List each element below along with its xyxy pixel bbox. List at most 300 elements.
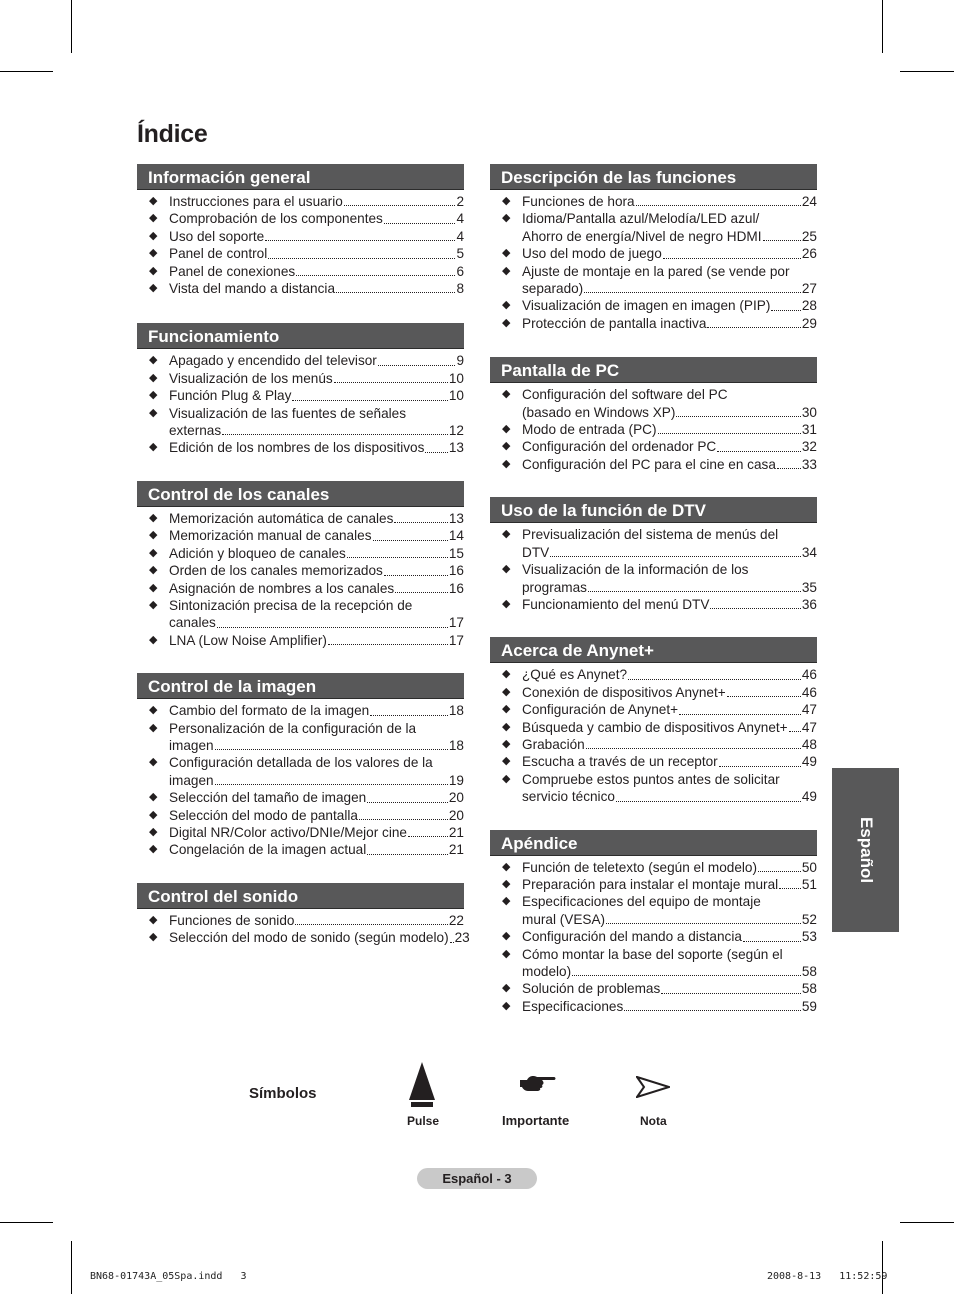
entry-page-number: 4 bbox=[456, 211, 464, 227]
entry-line bbox=[522, 228, 817, 245]
entry-title: Función de teletexto (según el modelo) bbox=[522, 859, 758, 875]
entry-line bbox=[522, 701, 817, 718]
dot-leader bbox=[347, 557, 448, 558]
entry-line bbox=[169, 702, 464, 719]
toc-entry[interactable] bbox=[137, 807, 464, 824]
dot-leader bbox=[616, 801, 801, 802]
dot-leader bbox=[217, 627, 448, 628]
dot-leader bbox=[588, 591, 801, 592]
diamond-bullet-icon: ◆ bbox=[149, 195, 158, 207]
entry-page-number: 21 bbox=[448, 842, 464, 858]
toc-entry[interactable] bbox=[137, 228, 464, 245]
entry-page-number: 33 bbox=[801, 456, 817, 472]
entry-title-first-line: Sintonización precisa de la recepción de bbox=[169, 597, 413, 613]
entry-line bbox=[169, 228, 464, 245]
diamond-bullet-icon: ◆ bbox=[502, 982, 511, 995]
entry-page-number: 23 bbox=[454, 930, 470, 946]
entry-line bbox=[169, 632, 464, 649]
entry-title: DTV bbox=[522, 544, 550, 560]
diamond-bullet-icon: ◆ bbox=[149, 721, 158, 734]
entry-title: Configuración de Anynet+ bbox=[522, 702, 679, 718]
entry-page-number: 59 bbox=[801, 998, 817, 1014]
entry-title: Asignación de nombres a los canales bbox=[169, 580, 395, 596]
toc-entry[interactable] bbox=[137, 439, 464, 456]
diamond-bullet-icon: ◆ bbox=[502, 755, 511, 768]
entry-page-number: 2 bbox=[456, 194, 464, 209]
entry-page-number: 53 bbox=[801, 929, 817, 945]
toc-entry[interactable] bbox=[490, 876, 817, 893]
toc-entry[interactable] bbox=[490, 928, 817, 945]
dot-leader bbox=[789, 731, 801, 732]
entry-line bbox=[169, 737, 464, 754]
dot-leader bbox=[268, 258, 455, 259]
diamond-bullet-icon: ◆ bbox=[149, 546, 158, 559]
diamond-bullet-icon: ◆ bbox=[149, 264, 158, 277]
diamond-bullet-icon: ◆ bbox=[502, 423, 511, 436]
toc-entry[interactable] bbox=[490, 456, 817, 473]
entry-page-number: 9 bbox=[456, 353, 464, 369]
section-heading: Acerca de Anynet+ bbox=[490, 637, 817, 663]
toc-entry[interactable] bbox=[137, 263, 464, 280]
section-heading: Control de los canales bbox=[137, 481, 464, 507]
diamond-bullet-icon: ◆ bbox=[502, 860, 511, 873]
entry-list bbox=[490, 859, 817, 1016]
diamond-bullet-icon: ◆ bbox=[149, 212, 158, 225]
entry-page-number: 49 bbox=[801, 789, 817, 805]
diamond-bullet-icon: ◆ bbox=[502, 947, 511, 960]
diamond-bullet-icon: ◆ bbox=[502, 316, 511, 329]
toc-right-column bbox=[490, 164, 817, 1015]
diamond-bullet-icon: ◆ bbox=[149, 529, 158, 542]
diamond-bullet-icon: ◆ bbox=[149, 913, 158, 926]
entry-title: Ahorro de energía/Nivel de negro HDMI bbox=[522, 228, 762, 244]
entry-line bbox=[169, 527, 464, 544]
diamond-bullet-icon: ◆ bbox=[149, 354, 158, 367]
entry-title-first-line: Visualización de las fuentes de señales bbox=[169, 405, 407, 421]
pulse-icon bbox=[407, 1060, 437, 1110]
entry-line bbox=[522, 544, 817, 561]
entry-page-number: 18 bbox=[448, 703, 464, 719]
crop-mark bbox=[71, 1241, 72, 1294]
entry-list bbox=[490, 193, 817, 332]
diamond-bullet-icon: ◆ bbox=[149, 564, 158, 577]
dot-leader bbox=[661, 993, 801, 994]
entry-line bbox=[522, 579, 817, 596]
entry-title-first-line: Cómo montar la base del soporte (según el bbox=[522, 946, 783, 962]
entry-line bbox=[169, 562, 464, 579]
diamond-bullet-icon: ◆ bbox=[502, 563, 511, 576]
diamond-bullet-icon: ◆ bbox=[502, 528, 511, 541]
diamond-bullet-icon: ◆ bbox=[149, 633, 158, 646]
entry-title: Memorización manual de canales bbox=[169, 528, 372, 544]
entry-page-number: 19 bbox=[448, 772, 464, 788]
toc-entry[interactable] bbox=[490, 859, 817, 876]
entry-title: Orden de los canales memorizados bbox=[169, 563, 383, 579]
diamond-bullet-icon: ◆ bbox=[502, 895, 511, 908]
entry-page-number: 17 bbox=[448, 615, 464, 631]
diamond-bullet-icon: ◆ bbox=[149, 825, 158, 838]
dot-leader bbox=[395, 592, 448, 593]
toc-section bbox=[490, 637, 817, 805]
toc-entry[interactable] bbox=[490, 263, 817, 298]
entry-page-number: 10 bbox=[448, 370, 464, 386]
entry-page-number: 26 bbox=[801, 246, 817, 262]
toc-entry[interactable] bbox=[137, 527, 464, 544]
entry-line bbox=[169, 824, 464, 841]
dot-leader bbox=[743, 941, 801, 942]
entry-page-number: 24 bbox=[801, 194, 817, 209]
diamond-bullet-icon: ◆ bbox=[149, 756, 158, 769]
entry-title-first-line: Idioma/Pantalla azul/Melodía/LED azul/ bbox=[522, 211, 760, 227]
entry-page-number: 31 bbox=[801, 422, 817, 438]
dot-leader bbox=[367, 802, 448, 803]
toc-entry[interactable] bbox=[490, 315, 817, 332]
diamond-bullet-icon: ◆ bbox=[149, 931, 158, 944]
dot-leader bbox=[296, 275, 455, 276]
toc-section bbox=[490, 357, 817, 473]
toc-entry[interactable] bbox=[490, 210, 817, 245]
toc-entry[interactable] bbox=[490, 297, 817, 314]
entry-line bbox=[169, 263, 464, 280]
entry-line bbox=[169, 193, 464, 210]
entry-title: Panel de conexiones bbox=[169, 263, 296, 279]
section-heading: Control de la imagen bbox=[137, 673, 464, 699]
entry-page-number: 6 bbox=[456, 263, 464, 279]
entry-title-first-line: Especificaciones del equipo de montaje bbox=[522, 894, 761, 910]
toc-entry[interactable] bbox=[490, 386, 817, 421]
entry-title-first-line: Compruebe estos puntos antes de solicitar bbox=[522, 771, 780, 787]
diamond-bullet-icon: ◆ bbox=[149, 791, 158, 804]
toc-entry[interactable] bbox=[137, 754, 464, 789]
toc-entry[interactable] bbox=[137, 405, 464, 440]
important-label: Importante bbox=[502, 1113, 570, 1128]
toc-entry[interactable] bbox=[137, 720, 464, 755]
diamond-bullet-icon: ◆ bbox=[149, 808, 158, 821]
dot-leader bbox=[636, 205, 801, 206]
entry-title: imagen bbox=[169, 737, 214, 753]
entry-title: Búsqueda y cambio de dispositivos Anynet+ bbox=[522, 719, 788, 735]
entry-page-number: 22 bbox=[448, 912, 464, 928]
dot-leader bbox=[663, 258, 801, 259]
section-heading: Funcionamiento bbox=[137, 323, 464, 349]
dot-leader bbox=[584, 292, 801, 293]
crop-mark bbox=[0, 1222, 53, 1223]
entry-line bbox=[169, 510, 464, 527]
section-heading: Información general bbox=[137, 164, 464, 190]
dot-leader bbox=[295, 924, 447, 925]
page-title: Índice bbox=[137, 120, 208, 148]
toc-entry[interactable] bbox=[490, 753, 817, 770]
entry-page-number: 46 bbox=[801, 684, 817, 700]
diamond-bullet-icon: ◆ bbox=[502, 212, 511, 225]
language-side-tab bbox=[832, 768, 899, 932]
entry-list bbox=[137, 702, 464, 859]
entry-page-number: 48 bbox=[801, 736, 817, 752]
entry-line bbox=[522, 315, 817, 332]
entry-line bbox=[169, 841, 464, 858]
diamond-bullet-icon: ◆ bbox=[149, 843, 158, 856]
entry-line bbox=[169, 245, 464, 262]
entry-page-number: 35 bbox=[801, 579, 817, 595]
dot-leader bbox=[628, 679, 801, 680]
entry-page-number: 13 bbox=[448, 510, 464, 526]
dot-leader bbox=[215, 749, 448, 750]
entry-title: servicio técnico bbox=[522, 789, 615, 805]
entry-line bbox=[169, 280, 464, 297]
entry-line bbox=[522, 596, 817, 613]
dot-leader bbox=[265, 240, 455, 241]
toc-entry[interactable] bbox=[490, 736, 817, 753]
dot-leader bbox=[215, 784, 448, 785]
toc-entry[interactable] bbox=[490, 998, 817, 1015]
dot-leader bbox=[359, 819, 448, 820]
toc-entry[interactable] bbox=[490, 893, 817, 928]
entry-line bbox=[169, 580, 464, 597]
toc-entry[interactable] bbox=[490, 561, 817, 596]
dot-leader bbox=[370, 715, 448, 716]
toc-entry[interactable] bbox=[137, 280, 464, 297]
dot-leader bbox=[344, 205, 456, 206]
entry-title: Memorización automática de canales bbox=[169, 510, 394, 526]
dot-leader bbox=[367, 854, 448, 855]
toc-entry[interactable] bbox=[137, 929, 470, 946]
toc-entry[interactable] bbox=[490, 245, 817, 262]
dot-leader bbox=[777, 468, 801, 469]
toc-entry[interactable] bbox=[490, 701, 817, 718]
entry-title: Grabación bbox=[522, 736, 585, 752]
entry-page-number: 21 bbox=[448, 824, 464, 840]
entry-title: Congelación de la imagen actual bbox=[169, 842, 367, 858]
entry-title: Selección del modo de pantalla bbox=[169, 807, 358, 823]
diamond-bullet-icon: ◆ bbox=[502, 737, 511, 750]
entry-line bbox=[169, 439, 464, 456]
section-heading: Descripción de las funciones bbox=[490, 164, 817, 190]
entry-title: Visualización de los menús bbox=[169, 370, 333, 386]
entry-line bbox=[169, 614, 464, 631]
diamond-bullet-icon: ◆ bbox=[502, 703, 511, 716]
dot-leader bbox=[707, 327, 800, 328]
crop-mark bbox=[900, 71, 954, 72]
entry-list bbox=[137, 912, 470, 947]
entry-title: mural (VESA) bbox=[522, 911, 606, 927]
entry-title: canales bbox=[169, 615, 216, 631]
note-label: Nota bbox=[640, 1114, 667, 1128]
entry-page-number: 34 bbox=[801, 544, 817, 560]
entry-line bbox=[169, 789, 464, 806]
toc-entry[interactable] bbox=[490, 526, 817, 561]
entry-title: externas bbox=[169, 423, 222, 439]
toc-entry[interactable] bbox=[137, 352, 464, 369]
entry-line bbox=[522, 788, 817, 805]
toc-entry[interactable] bbox=[137, 562, 464, 579]
crop-mark bbox=[71, 0, 72, 53]
dot-leader bbox=[336, 292, 455, 293]
toc-entry[interactable] bbox=[137, 824, 464, 841]
diamond-bullet-icon: ◆ bbox=[502, 877, 511, 890]
toc-entry[interactable] bbox=[490, 193, 817, 210]
entry-list bbox=[490, 666, 817, 805]
toc-entry[interactable] bbox=[137, 841, 464, 858]
toc-entry[interactable] bbox=[490, 438, 817, 455]
entry-list bbox=[137, 510, 464, 649]
dot-leader bbox=[408, 836, 448, 837]
entry-page-number: 4 bbox=[456, 228, 464, 244]
entry-line bbox=[522, 928, 817, 945]
entry-line bbox=[522, 404, 817, 421]
toc-entry[interactable] bbox=[137, 193, 464, 210]
toc-entry[interactable] bbox=[490, 421, 817, 438]
entry-title: programas bbox=[522, 579, 587, 595]
diamond-bullet-icon: ◆ bbox=[149, 704, 158, 717]
diamond-bullet-icon: ◆ bbox=[502, 685, 511, 698]
entry-page-number: 46 bbox=[801, 667, 817, 683]
toc-entry[interactable] bbox=[137, 912, 464, 929]
entry-page-number: 16 bbox=[448, 563, 464, 579]
toc-entry[interactable] bbox=[137, 387, 464, 404]
entry-page-number: 13 bbox=[448, 440, 464, 456]
diamond-bullet-icon: ◆ bbox=[502, 299, 511, 312]
entry-line bbox=[169, 912, 464, 929]
entry-page-number: 10 bbox=[448, 388, 464, 404]
entry-title-first-line: Configuración detallada de los valores de la bbox=[169, 755, 433, 771]
entry-line bbox=[169, 210, 464, 227]
dot-leader bbox=[606, 923, 801, 924]
dot-leader bbox=[373, 540, 448, 541]
diamond-bullet-icon: ◆ bbox=[149, 598, 158, 611]
toc-entry[interactable] bbox=[490, 771, 817, 806]
toc-section bbox=[490, 164, 817, 332]
diamond-bullet-icon: ◆ bbox=[502, 930, 511, 943]
toc-entry[interactable] bbox=[137, 702, 464, 719]
pulse-label: Pulse bbox=[407, 1114, 440, 1128]
diamond-bullet-icon: ◆ bbox=[502, 597, 511, 610]
entry-line bbox=[522, 859, 817, 876]
entry-title: Adición y bloqueo de canales bbox=[169, 545, 346, 561]
entry-title: Uso del modo de juego bbox=[522, 246, 662, 262]
entry-line bbox=[522, 456, 817, 473]
diamond-bullet-icon: ◆ bbox=[502, 264, 511, 277]
entry-line bbox=[169, 422, 464, 439]
entry-line bbox=[522, 998, 817, 1015]
toc-entry[interactable] bbox=[490, 946, 817, 981]
entry-page-number: 27 bbox=[801, 281, 817, 297]
entry-title: Escucha a través de un receptor bbox=[522, 754, 718, 770]
dot-leader bbox=[771, 310, 801, 311]
diamond-bullet-icon: ◆ bbox=[502, 772, 511, 785]
dot-leader bbox=[394, 522, 447, 523]
dot-leader bbox=[222, 434, 448, 435]
toc-entry[interactable] bbox=[490, 596, 817, 613]
toc-entry[interactable] bbox=[137, 632, 464, 649]
entry-title: Cambio del formato de la imagen bbox=[169, 703, 370, 719]
diamond-bullet-icon: ◆ bbox=[502, 999, 511, 1012]
dot-leader bbox=[758, 871, 801, 872]
dot-leader bbox=[727, 696, 801, 697]
dot-leader bbox=[328, 644, 448, 645]
dot-leader bbox=[779, 888, 801, 889]
diamond-bullet-icon: ◆ bbox=[149, 406, 158, 419]
diamond-bullet-icon: ◆ bbox=[149, 581, 158, 594]
entry-title: Funciones de sonido bbox=[169, 912, 295, 928]
entry-line bbox=[522, 963, 817, 980]
diamond-bullet-icon: ◆ bbox=[502, 195, 511, 207]
entry-page-number: 12 bbox=[448, 423, 464, 439]
diamond-bullet-icon: ◆ bbox=[502, 668, 511, 681]
entry-page-number: 30 bbox=[801, 404, 817, 420]
section-heading: Control del sonido bbox=[137, 883, 464, 909]
entry-line bbox=[522, 684, 817, 701]
entry-title: Función Plug & Play bbox=[169, 388, 292, 404]
dot-leader bbox=[717, 451, 801, 452]
entry-title: imagen bbox=[169, 772, 214, 788]
page-number-badge: Español - 3 bbox=[417, 1168, 537, 1189]
entry-list bbox=[490, 386, 817, 473]
entry-title: Solución de problemas bbox=[522, 981, 661, 997]
toc-section bbox=[137, 673, 464, 859]
toc-entry[interactable] bbox=[490, 980, 817, 997]
toc-entry[interactable] bbox=[490, 719, 817, 736]
section-heading: Pantalla de PC bbox=[490, 357, 817, 383]
toc-entry[interactable] bbox=[490, 684, 817, 701]
entry-line bbox=[522, 876, 817, 893]
entry-line bbox=[522, 719, 817, 736]
entry-line bbox=[522, 980, 817, 997]
entry-title: Modo de entrada (PC) bbox=[522, 422, 657, 438]
entry-title: Configuración del PC para el cine en casa bbox=[522, 456, 776, 472]
diamond-bullet-icon: ◆ bbox=[502, 247, 511, 260]
entry-title: Conexión de dispositivos Anynet+ bbox=[522, 684, 726, 700]
toc-entry[interactable] bbox=[137, 597, 464, 632]
entry-line bbox=[522, 297, 817, 314]
toc-entry[interactable] bbox=[137, 510, 464, 527]
toc-entry[interactable] bbox=[137, 370, 464, 387]
entry-title: Visualización de imagen en imagen (PIP) bbox=[522, 298, 771, 314]
entry-title-first-line: Ajuste de montaje en la pared (se vende por bbox=[522, 263, 790, 279]
toc-entry[interactable] bbox=[490, 666, 817, 683]
entry-title: Preparación para instalar el montaje mural bbox=[522, 876, 779, 892]
section-heading: Apéndice bbox=[490, 830, 817, 856]
entry-page-number: 17 bbox=[448, 632, 464, 648]
pointing-hand-icon bbox=[518, 1074, 556, 1096]
dot-leader bbox=[384, 575, 448, 576]
entry-page-number: 18 bbox=[448, 737, 464, 753]
entry-line bbox=[522, 193, 817, 210]
print-slug-file: BN68-01743A_05Spa.indd 3 bbox=[90, 1271, 247, 1282]
toc-entry[interactable] bbox=[137, 210, 464, 227]
entry-title-first-line: Personalización de la configuración de la bbox=[169, 720, 417, 736]
dot-leader bbox=[586, 748, 801, 749]
entry-title: Configuración del mando a distancia bbox=[522, 929, 742, 945]
toc-entry[interactable] bbox=[137, 545, 464, 562]
entry-page-number: 50 bbox=[801, 859, 817, 875]
entry-title: modelo) bbox=[522, 964, 572, 979]
entry-page-number: 5 bbox=[456, 246, 464, 262]
toc-entry[interactable] bbox=[137, 580, 464, 597]
entry-line bbox=[522, 666, 817, 683]
entry-title: separado) bbox=[522, 281, 584, 297]
entry-page-number: 47 bbox=[801, 719, 817, 735]
entry-page-number: 8 bbox=[456, 281, 464, 297]
dot-leader bbox=[710, 608, 800, 609]
entry-line bbox=[169, 352, 464, 369]
entry-title: (basado en Windows XP) bbox=[522, 404, 676, 420]
diamond-bullet-icon: ◆ bbox=[502, 720, 511, 733]
diamond-bullet-icon: ◆ bbox=[149, 511, 158, 524]
entry-title: Instrucciones para el usuario bbox=[169, 194, 343, 209]
entry-line bbox=[169, 807, 464, 824]
toc-entry[interactable] bbox=[137, 245, 464, 262]
toc-entry[interactable] bbox=[137, 789, 464, 806]
